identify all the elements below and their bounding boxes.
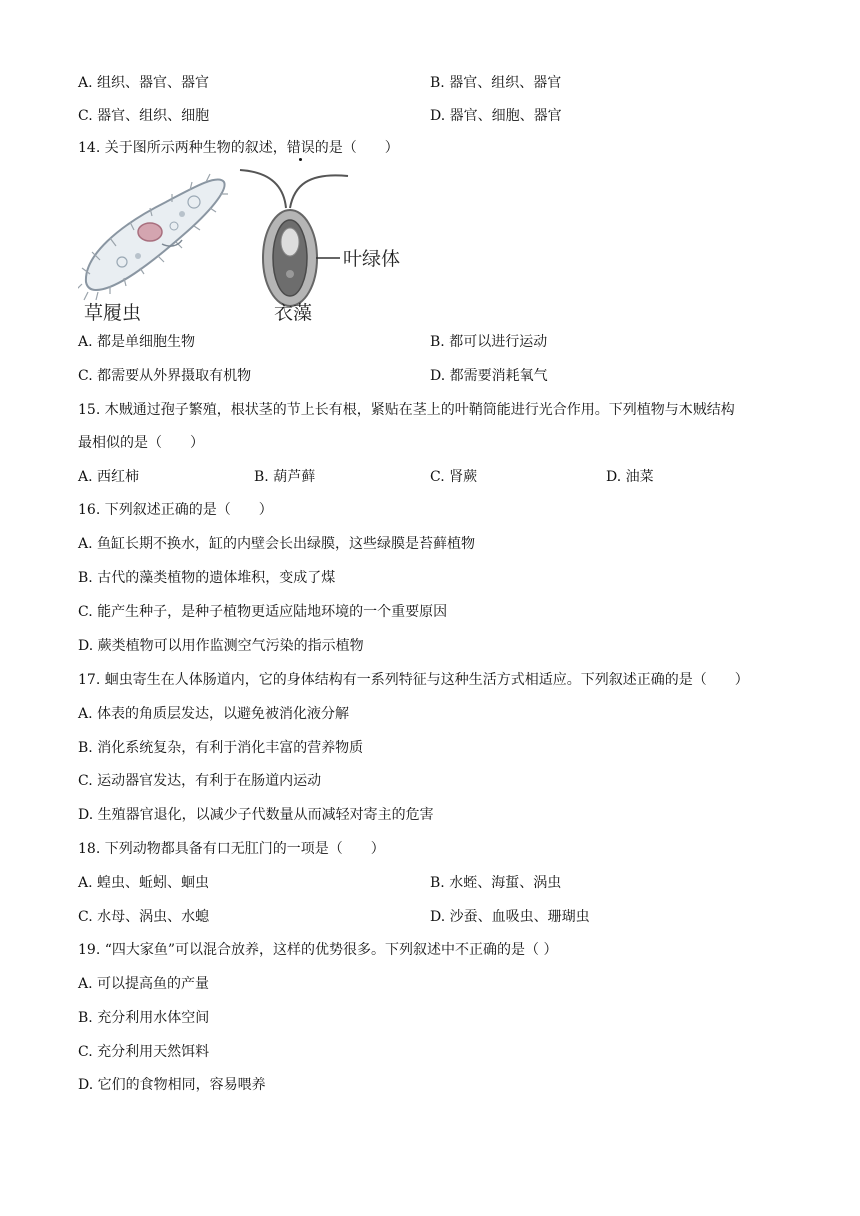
q16-option-a: A. 鱼缸长期不换水，缸的内壁会长出绿膜，这些绿膜是苔藓植物 xyxy=(78,536,476,552)
chlamydomonas-label: 衣藻 xyxy=(274,302,313,324)
q19-option-a: A. 可以提高鱼的产量 xyxy=(78,976,210,992)
q14-option-a: A. 都是单细胞生物 xyxy=(78,334,196,350)
q18-option-b: B. 水蛭、海蜇、涡虫 xyxy=(430,875,562,891)
q15-stem-line2: 最相似的是（ ） xyxy=(78,435,204,451)
q18-stem: 18. 下列动物都具备有口无肛门的一项是（ ） xyxy=(78,841,385,857)
q19-option-b: B. 充分利用水体空间 xyxy=(78,1010,210,1026)
q15-option-d: D. 油菜 xyxy=(606,469,654,485)
q14-stem xyxy=(78,138,399,158)
q15-stem-line1: 15. 木贼通过孢子繁殖，根状茎的节上长有根，紧贴在茎上的叶鞘筒能进行光合作用。下列植物与木贼结构 xyxy=(78,402,735,418)
q19-option-d: D. 它们的食物相同，容易喂养 xyxy=(78,1077,266,1093)
q18-option-a: A. 蝗虫、蚯蚓、蛔虫 xyxy=(78,875,210,891)
q19-option-c: C. 充分利用天然饵料 xyxy=(78,1044,210,1060)
q15-option-b: B. 葫芦藓 xyxy=(254,469,316,485)
q14-figure xyxy=(78,164,418,326)
q17-option-b: B. 消化系统复杂，有利于消化丰富的营养物质 xyxy=(78,740,364,756)
q15-option-a: A. 西红柿 xyxy=(78,469,140,485)
q13-option-b: B. 器官、组织、器官 xyxy=(430,75,562,91)
organisms-illustration xyxy=(78,164,418,326)
paramecium-label: 草履虫 xyxy=(84,302,142,324)
q13-option-a: A. 组织、器官、器官 xyxy=(78,75,210,91)
q18-option-d: D. 沙蚕、血吸虫、珊瑚虫 xyxy=(430,909,590,925)
q14-option-c: C. 都需要从外界摄取有机物 xyxy=(78,368,252,384)
chlamydomonas-drawing xyxy=(240,170,348,306)
q14-stem-emphasis: 错误 xyxy=(286,140,315,156)
q18-option-c: C. 水母、涡虫、水螅 xyxy=(78,909,210,925)
q14-stem-part1: 14. 关于图所示两种生物的叙述， xyxy=(78,140,287,156)
q16-option-d: D. 蕨类植物可以用作监测空气污染的指示植物 xyxy=(78,638,364,654)
q16-option-b: B. 古代的藻类植物的遗体堆积，变成了煤 xyxy=(78,570,336,586)
q13-option-c: C. 器官、组织、细胞 xyxy=(78,108,210,124)
q14-stem-part2: 的是（ ） xyxy=(314,140,399,156)
q15-option-c: C. 肾蕨 xyxy=(430,469,478,485)
q17-option-d: D. 生殖器官退化，以减少子代数量从而减轻对寄主的危害 xyxy=(78,807,434,823)
q13-option-d: D. 器官、细胞、器官 xyxy=(430,108,562,124)
q19-stem: 19. “四大家鱼”可以混合放养，这样的优势很多。下列叙述中不正确的是（ ） xyxy=(78,942,558,958)
paramecium-drawing xyxy=(78,174,228,300)
q16-option-c: C. 能产生种子，是种子植物更适应陆地环境的一个重要原因 xyxy=(78,604,448,620)
q16-stem: 16. 下列叙述正确的是（ ） xyxy=(78,502,273,518)
q14-option-b: B. 都可以进行运动 xyxy=(430,334,548,350)
q17-option-c: C. 运动器官发达，有利于在肠道内运动 xyxy=(78,773,322,789)
q14-option-d: D. 都需要消耗氧气 xyxy=(430,368,548,384)
q17-option-a: A. 体表的角质层发达，以避免被消化液分解 xyxy=(78,706,350,722)
chloroplast-label: 叶绿体 xyxy=(343,248,401,270)
q17-stem: 17. 蛔虫寄生在人体肠道内，它的身体结构有一系列特征与这种生活方式相适应。下列叙述正确的是（ ） xyxy=(78,672,749,688)
